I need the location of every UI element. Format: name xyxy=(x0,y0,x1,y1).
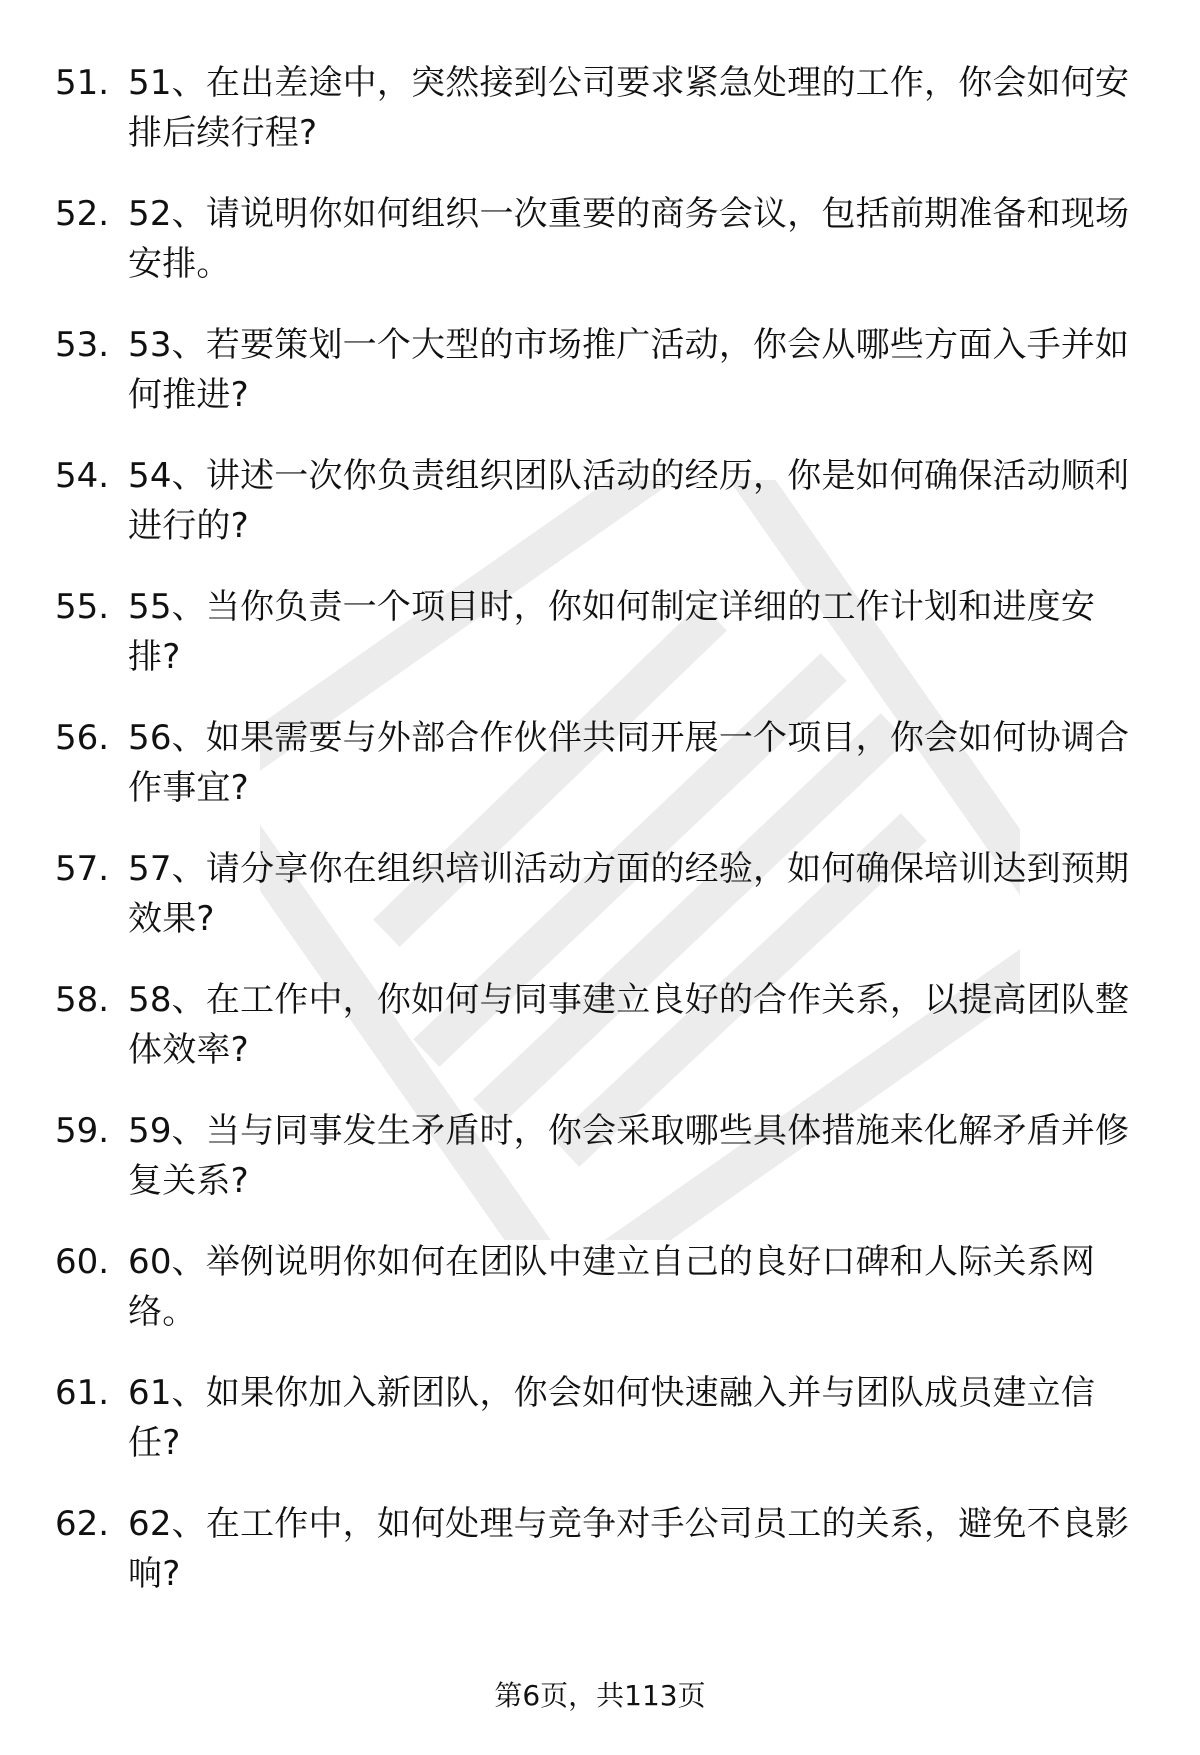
question-text: 62、在工作中，如何处理与竞争对手公司员工的关系，避免不良影响? xyxy=(128,1504,1130,1594)
question-number: 56. xyxy=(55,718,110,758)
question-text: 53、若要策划一个大型的市场推广活动，你会从哪些方面入手并如何推进? xyxy=(128,325,1130,415)
question-item xyxy=(55,844,1145,975)
question-text: 57、请分享你在组织培训活动方面的经验，如何确保培训达到预期效果? xyxy=(128,849,1130,939)
question-number: 60. xyxy=(55,1242,110,1282)
question-number: 58. xyxy=(55,980,110,1020)
question-item xyxy=(55,713,1145,844)
page-footer: 第6页，共113页 xyxy=(494,1679,706,1712)
question-text: 51、在出差途中，突然接到公司要求紧急处理的工作，你会如何安排后续行程? xyxy=(128,63,1130,153)
question-item xyxy=(55,1368,1145,1499)
question-number: 52. xyxy=(55,194,110,234)
question-text: 59、当与同事发生矛盾时，你会采取哪些具体措施来化解矛盾并修复关系? xyxy=(128,1111,1130,1201)
question-number: 57. xyxy=(55,849,110,889)
question-number: 59. xyxy=(55,1111,110,1151)
question-number: 53. xyxy=(55,325,110,365)
question-number: 54. xyxy=(55,456,110,496)
question-number: 51. xyxy=(55,63,110,103)
question-text: 56、如果需要与外部合作伙伴共同开展一个项目，你会如何协调合作事宜? xyxy=(128,718,1130,808)
question-item xyxy=(55,582,1145,713)
question-text: 55、当你负责一个项目时，你如何制定详细的工作计划和进度安排? xyxy=(128,587,1096,677)
question-number: 62. xyxy=(55,1504,110,1544)
question-item xyxy=(55,189,1145,320)
question-text: 52、请说明你如何组织一次重要的商务会议，包括前期准备和现场安排。 xyxy=(128,194,1130,284)
question-text: 58、在工作中，你如何与同事建立良好的合作关系，以提高团队整体效率? xyxy=(128,980,1130,1070)
question-item xyxy=(55,320,1145,451)
question-item xyxy=(55,451,1145,582)
question-item xyxy=(55,1237,1145,1368)
question-number: 55. xyxy=(55,587,110,627)
question-text: 54、讲述一次你负责组织团队活动的经历，你是如何确保活动顺利进行的? xyxy=(128,456,1130,546)
question-text: 61、如果你加入新团队，你会如何快速融入并与团队成员建立信任? xyxy=(128,1373,1096,1463)
question-list xyxy=(55,58,1145,1630)
question-item xyxy=(55,1106,1145,1237)
question-item xyxy=(55,58,1145,189)
question-text: 60、举例说明你如何在团队中建立自己的良好口碑和人际关系网络。 xyxy=(128,1242,1096,1332)
question-number: 61. xyxy=(55,1373,110,1413)
question-item xyxy=(55,975,1145,1106)
question-item xyxy=(55,1499,1145,1630)
